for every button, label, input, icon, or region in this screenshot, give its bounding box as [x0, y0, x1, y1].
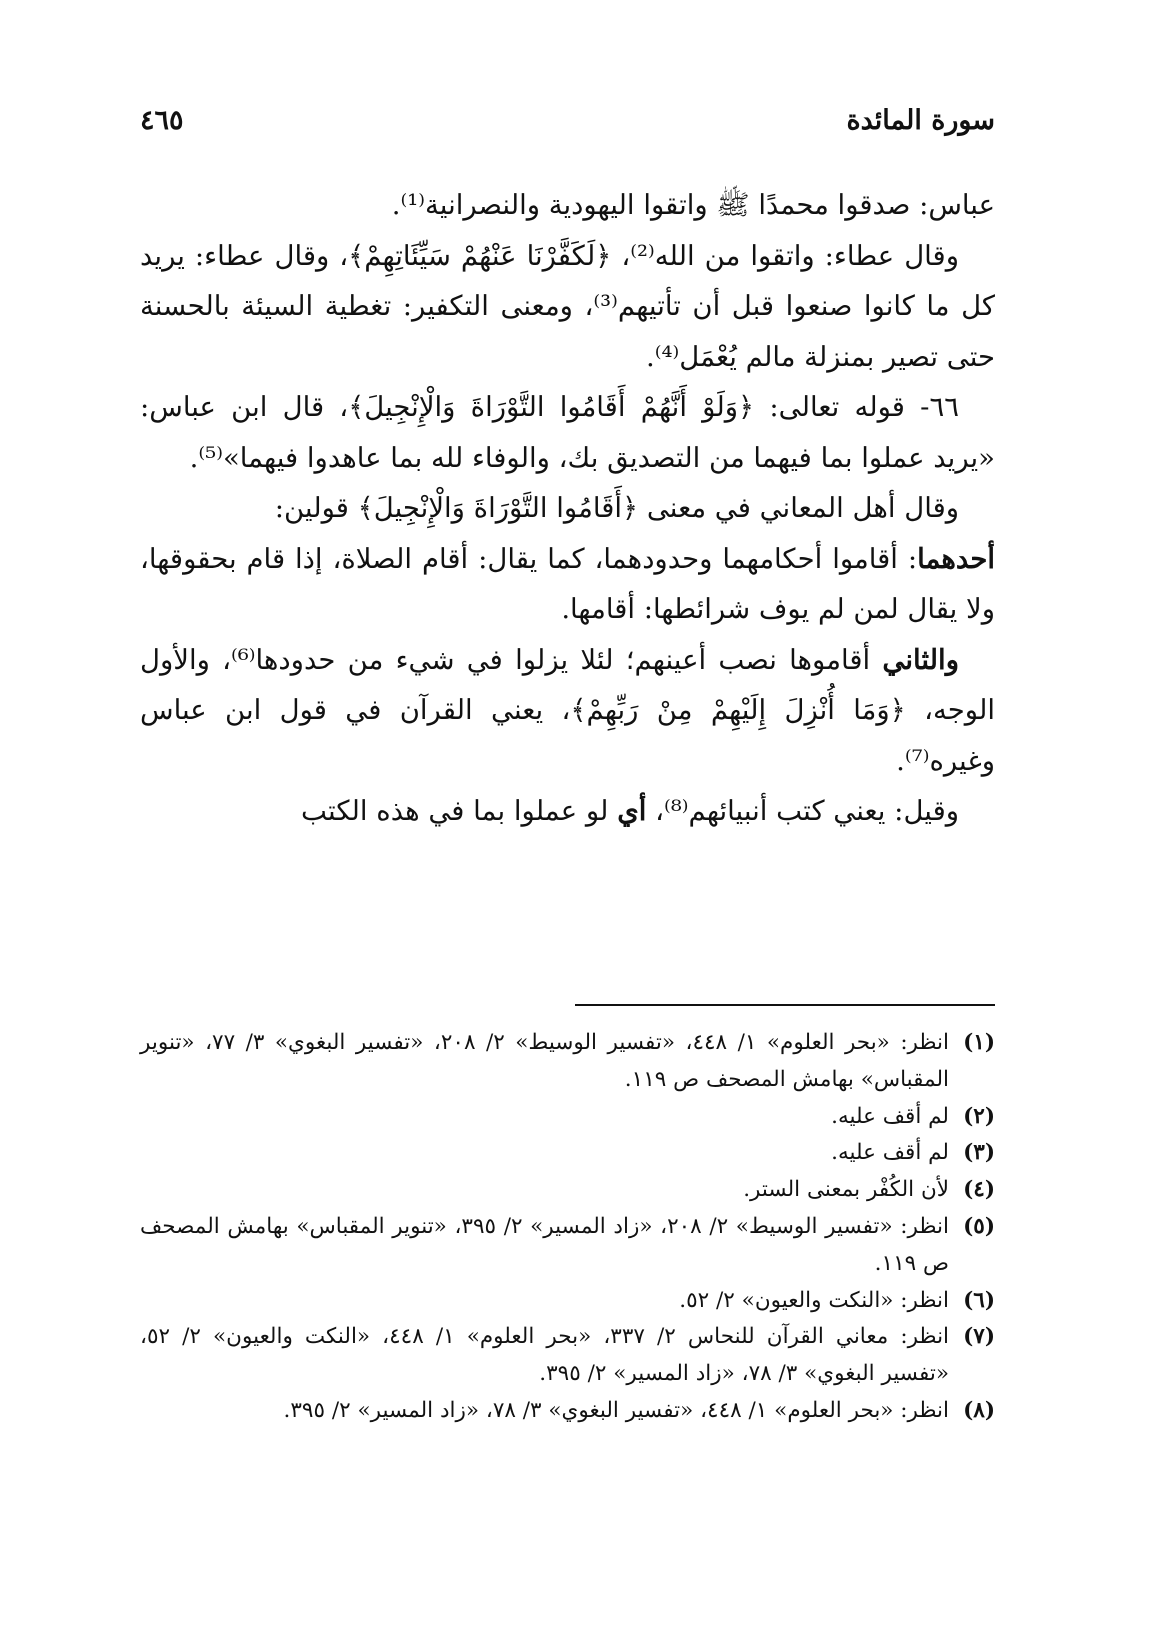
footnote-number: (٧) — [963, 1324, 995, 1350]
footnote — [140, 1283, 995, 1320]
footnote — [140, 1099, 995, 1136]
second-opinion-text: أقاموها نصب أعينهم؛ لئلا يزلوا في شيء من حدودها⁽⁶⁾، والأول الوجه، ﴿وَمَا أُنْزِلَ إِلَيْهِمْ مِنْ رَبِّهِمْ﴾، يعني القرآن في قول ابن عباس وغيره⁽⁷⁾. — [140, 643, 995, 777]
first-opinion-label: أحدهما — [917, 542, 995, 575]
footnote — [140, 1209, 995, 1283]
footnote-text: انظر: «بحر العلوم» ١/ ٤٤٨، «تفسير البغوي» ٣/ ٧٨، «زاد المسير» ٢/ ٣٩٥. — [283, 1397, 949, 1423]
paragraph-4: وقال أهل المعاني في معنى ﴿أَقَامُوا التَّوْرَاةَ وَالْإِنْجِيلَ﴾ قولين: — [274, 492, 959, 524]
footnote-text: انظر: «بحر العلوم» ١/ ٤٤٨، «تفسير الوسيط» ٢/ ٢٠٨، «تفسير البغوي» ٣/ ٧٧، «تنوير المقباس» بهامش المصحف ص ١١٩. — [140, 1030, 950, 1092]
paragraph-7-bold: أي — [617, 795, 647, 827]
page-number: ٤٦٥ — [140, 104, 184, 136]
footnote-number: (٢) — [963, 1103, 995, 1129]
footnote — [140, 1319, 995, 1393]
footnote — [140, 1135, 995, 1172]
footnote-text: لم أقف عليه. — [831, 1103, 949, 1129]
paragraph-7-start: وقيل: يعني كتب أنبيائهم⁽⁸⁾، — [646, 795, 959, 827]
footnote-text: انظر: معاني القرآن للنحاس ٢/ ٣٣٧، «بحر العلوم» ١/ ٤٤٨، «النكت والعيون» ٢/ ٥٢، «تفسير البغوي» ٣/ ٧٨، «زاد المسير» ٢/ ٣٩٥. — [140, 1324, 950, 1387]
footnote-text: انظر: «النكت والعيون» ٢/ ٥٢. — [679, 1287, 949, 1313]
footnote-text: انظر: «تفسير الوسيط» ٢/ ٢٠٨، «زاد المسير» ٢/ ٣٩٥، «تنوير المقباس» بهامش المصحف ص ١١٩. — [140, 1213, 950, 1276]
paragraph-2: وقال عطاء: واتقوا من الله⁽²⁾، ﴿لَكَفَّرْنَا عَنْهُمْ سَيِّئَاتِهِمْ﴾، وقال عطاء: يريد كل ما كانوا صنعوا قبل أن تأتيهم⁽³⁾، ومعنى التكفير: تغطية السيئة بالحسنة حتى تصير بمنزلة مالم يُعْمَل⁽⁴⁾. — [140, 239, 995, 373]
footnote — [140, 1025, 995, 1099]
footnotes — [140, 1025, 995, 1430]
footnote-divider — [575, 1004, 995, 1006]
footnote-text: لم أقف عليه. — [831, 1140, 949, 1166]
page-header — [140, 100, 995, 140]
paragraph-6 — [140, 635, 995, 787]
footnote-text: لأن الكُفْر بمعنى الستر. — [743, 1177, 949, 1203]
footnote-number: (٥) — [963, 1213, 995, 1239]
main-text — [140, 180, 995, 837]
second-opinion-label: والثاني — [882, 643, 959, 676]
paragraph-1: عباس: صدقوا محمدًا ﷺ واتقوا اليهودية والنصرانية⁽¹⁾. — [391, 189, 995, 221]
footnote-number: (٣) — [963, 1140, 995, 1166]
surah-title: سورة المائدة — [846, 104, 995, 136]
footnote — [140, 1172, 995, 1209]
footnote — [140, 1393, 995, 1430]
paragraph-7 — [140, 786, 995, 837]
paragraph-5 — [140, 534, 995, 635]
footnote-number: (٨) — [963, 1397, 995, 1423]
footnote-number: (٤) — [963, 1177, 995, 1203]
footnote-number: (١) — [963, 1030, 995, 1055]
first-opinion-text: : أقاموا أحكامهما وحدودهما، كما يقال: أقام الصلاة، إذا قام بحقوقها، ولا يقال لمن لم يوف شرائطها: أقامها. — [140, 542, 995, 625]
paragraph-3: ٦٦- قوله تعالى: ﴿وَلَوْ أَنَّهُمْ أَقَامُوا التَّوْرَاةَ وَالْإِنْجِيلَ﴾، قال ابن عباس: «يريد عملوا بما فيهما من التصديق بك، والوفاء لله بما عاهدوا فيهما»⁽⁵⁾. — [140, 391, 995, 474]
paragraph-7-rest: لو عملوا بما في هذه الكتب — [301, 795, 618, 827]
footnote-number: (٦) — [963, 1287, 995, 1313]
